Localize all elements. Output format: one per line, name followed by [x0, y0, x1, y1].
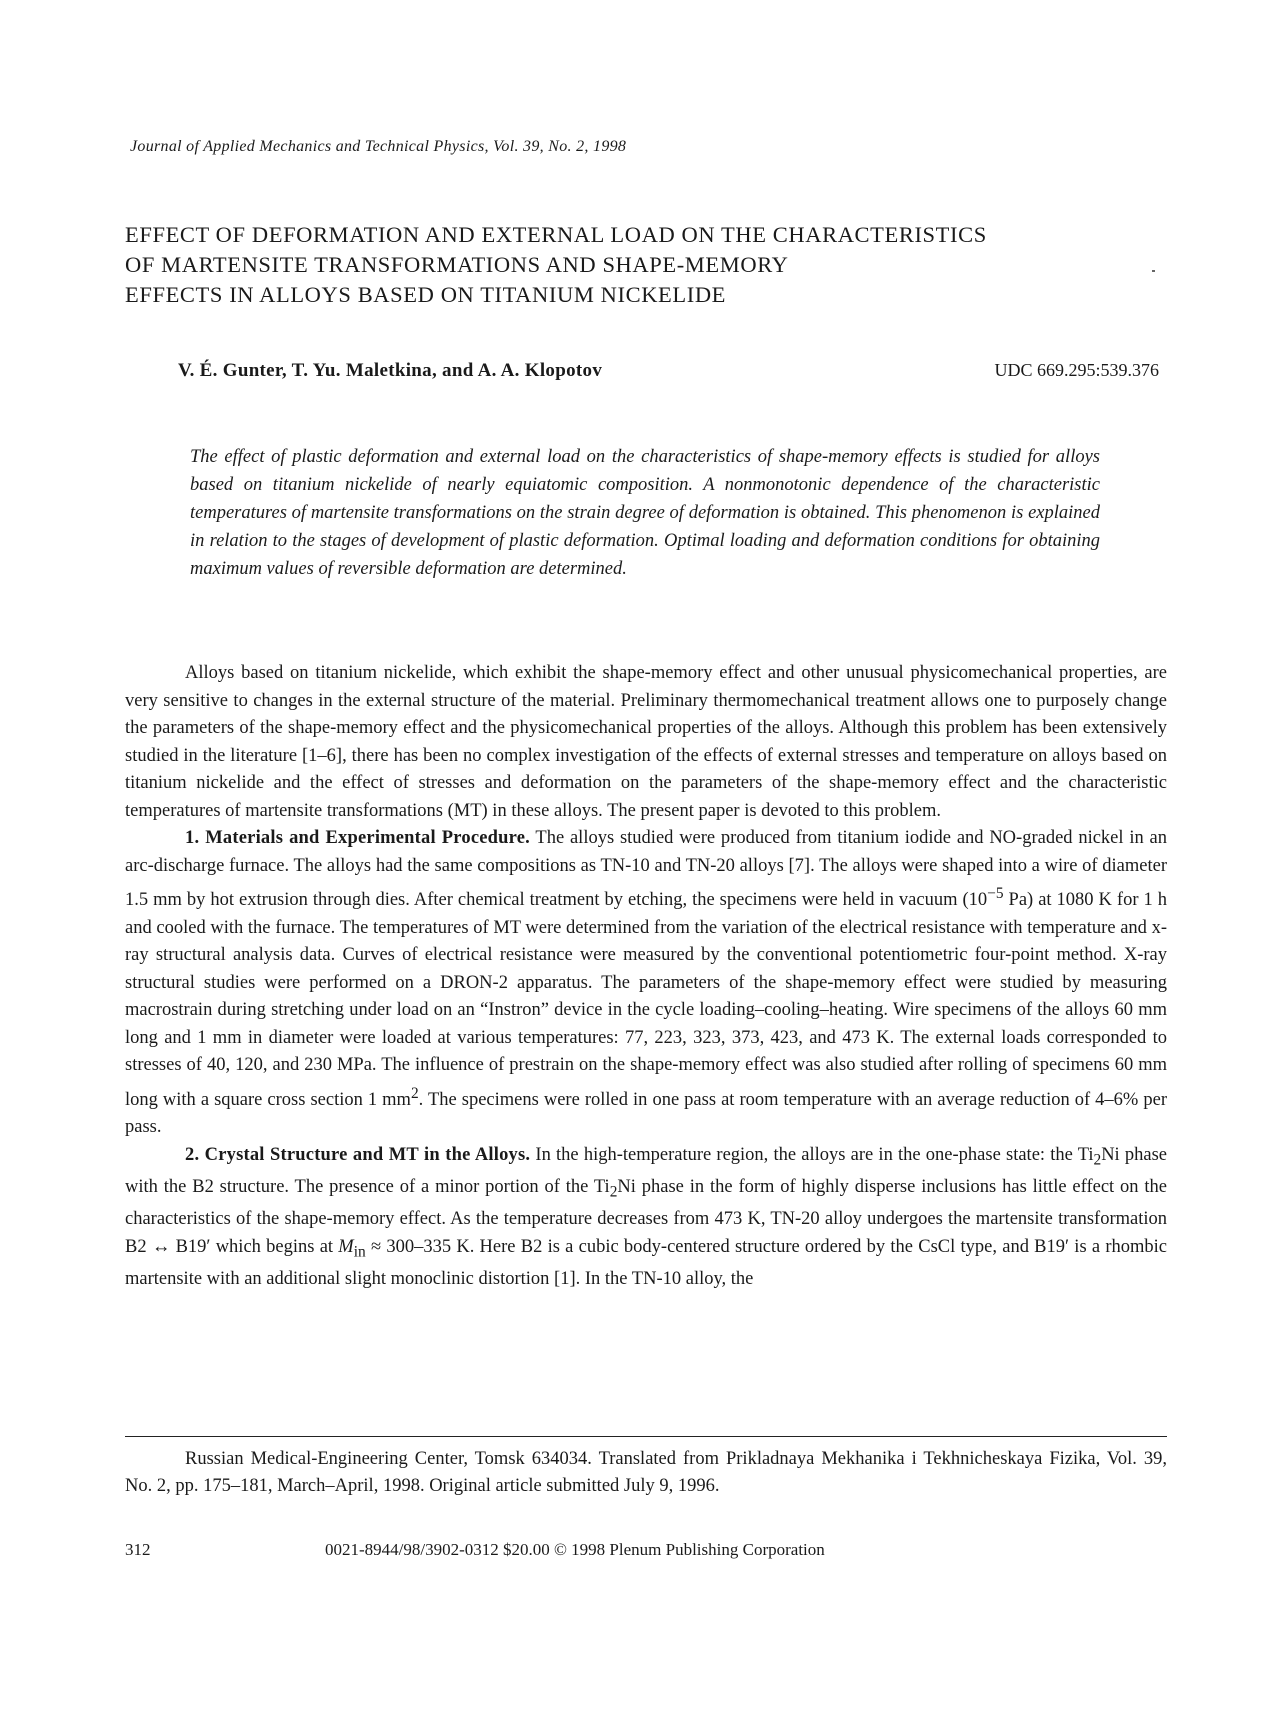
section-1-text: Pa) at 1080 K for 1 h and cooled with the furnace. The temperatures of MT were determined from the variation of the electrical resistance with temperature and x-ray structural analysis data. Curves of electrical resistance were measured by the conventional potentiometric four-point method. X-ray structural studies were performed on a DRON-2 apparatus. The parameters of the shape-memory effect were studied by measuring macrostrain during stretching under load on an “Instron” device in the cycle loading–cooling–heating. Wire specimens of the alloys 60 mm long and 1 mm in diameter were loaded at various temperatures: 77, 223, 323, 373, 423, and 473 K. The external loads corresponded to stresses of 40, 120, and 230 MPa. The influence of prestrain on the shape-memory effect was also studied after rolling of specimens 60 mm long with a square cross section 1 mm: [125, 890, 1167, 1110]
section-2-text: In the high-temperature region, the alloys are in the one-phase state: the Ti: [530, 1144, 1094, 1165]
section-2-text: ≈ 300–335 K. Here B2 is a cubic body-centered structure ordered by the CsCl type, and B19′ is a rhombic martensite with an additional slight monoclinic distortion [1]. In the TN-10 alloy, the: [125, 1236, 1167, 1289]
copyright-line: 0021-8944/98/3902-0312 $20.00 © 1998 Plenum Publishing Corporation: [325, 1540, 825, 1559]
title-line: EFFECTS IN ALLOYS BASED ON TITANIUM NICKELIDE: [125, 282, 727, 307]
scan-speck: [1152, 270, 1155, 272]
journal-citation: Journal of Applied Mechanics and Technical Physics, Vol. 39, No. 2, 1998: [130, 138, 627, 155]
exponent: 2: [410, 1084, 419, 1102]
subscript: 2: [1093, 1151, 1102, 1169]
footnote: Russian Medical-Engineering Center, Tomsk 634034. Translated from Prikladnaya Mekhanika i Tekhnicheskaya Fizika, Vol. 39, No. 2, pp. 175–181, March–April, 1998. Original article submitted July 9, 1996.: [125, 1449, 1167, 1496]
section-1-heading: 1. Materials and Experimental Procedure.: [185, 828, 530, 848]
section-2-text: Ni phase in the form of highly disperse inclusions has little effect on the characteristics of the shape-memory effect. As the temperature decreases from 473 K, TN-20 alloy undergoes the martensite transformation B2 ↔ B19′ which begins at: [125, 1177, 1168, 1257]
exponent: −5: [987, 885, 1004, 902]
section-1-paragraph: [125, 825, 1167, 1142]
udc-code: UDC 669.295:539.376: [994, 360, 1159, 380]
section-2-text: Ni phase with the B2 structure. The presence of a minor portion of the Ti: [125, 1144, 1168, 1197]
footnote-divider: [125, 1436, 1167, 1437]
article-body: [125, 660, 1167, 1293]
author-list: V. É. Gunter, T. Yu. Maletkina, and A. A. Klopotov: [178, 360, 603, 381]
subscript: in: [353, 1243, 366, 1261]
title-line: EFFECT OF DEFORMATION AND EXTERNAL LOAD ON THE CHARACTERISTICS: [125, 222, 987, 247]
title-line: OF MARTENSITE TRANSFORMATIONS AND SHAPE-MEMORY: [125, 252, 789, 277]
page-number: 312: [125, 1540, 151, 1559]
section-2-heading: 2. Crystal Structure and MT in the Alloys.: [185, 1144, 531, 1165]
section-2-paragraph: [125, 1142, 1167, 1294]
article-title: [125, 220, 1165, 310]
section-1-text: The alloys studied were produced from titanium iodide and NO-graded nickel in an arc-discharge furnace. The alloys had the same compositions as TN-10 and TN-20 alloys [7]. The alloys were shaped into a wire of diameter 1.5 mm by hot extrusion through dies. After chemical treatment by etching, the specimens were held in vacuum (10: [125, 828, 1167, 911]
section-1-text: . The specimens were rolled in one pass at room temperature with an average reduction of 4–6% per pass.: [125, 1089, 1167, 1138]
symbol-m: M: [338, 1236, 354, 1257]
intro-paragraph: Alloys based on titanium nickelide, which exhibit the shape-memory effect and other unusual physicomechanical properties, are very sensitive to changes in the external structure of the material. Preliminary thermomechanical treatment allows one to purposely change the parameters of the shape-memory effect and the physicomechanical properties of the alloys. Although this problem has been extensively studied in the literature [1–6], there has been no complex investigation of the effects of external stresses and temperature on alloys based on titanium nickelide and the effect of stresses and deformation on the parameters of the shape-memory effect and the characteristic temperatures of martensite transformations (MT) in these alloys. The present paper is devoted to this problem.: [125, 663, 1167, 821]
abstract: The effect of plastic deformation and external load on the characteristics of shape-memory effects is studied for alloys based on titanium nickelide of nearly equiatomic composition. A nonmonotonic dependence of the characteristic temperatures of martensite transformations on the strain degree of deformation is obtained. This phenomenon is explained in relation to the stages of development of plastic deformation. Optimal loading and deformation conditions for obtaining maximum values of reversible deformation are determined.: [190, 447, 1100, 579]
subscript: 2: [609, 1183, 618, 1201]
